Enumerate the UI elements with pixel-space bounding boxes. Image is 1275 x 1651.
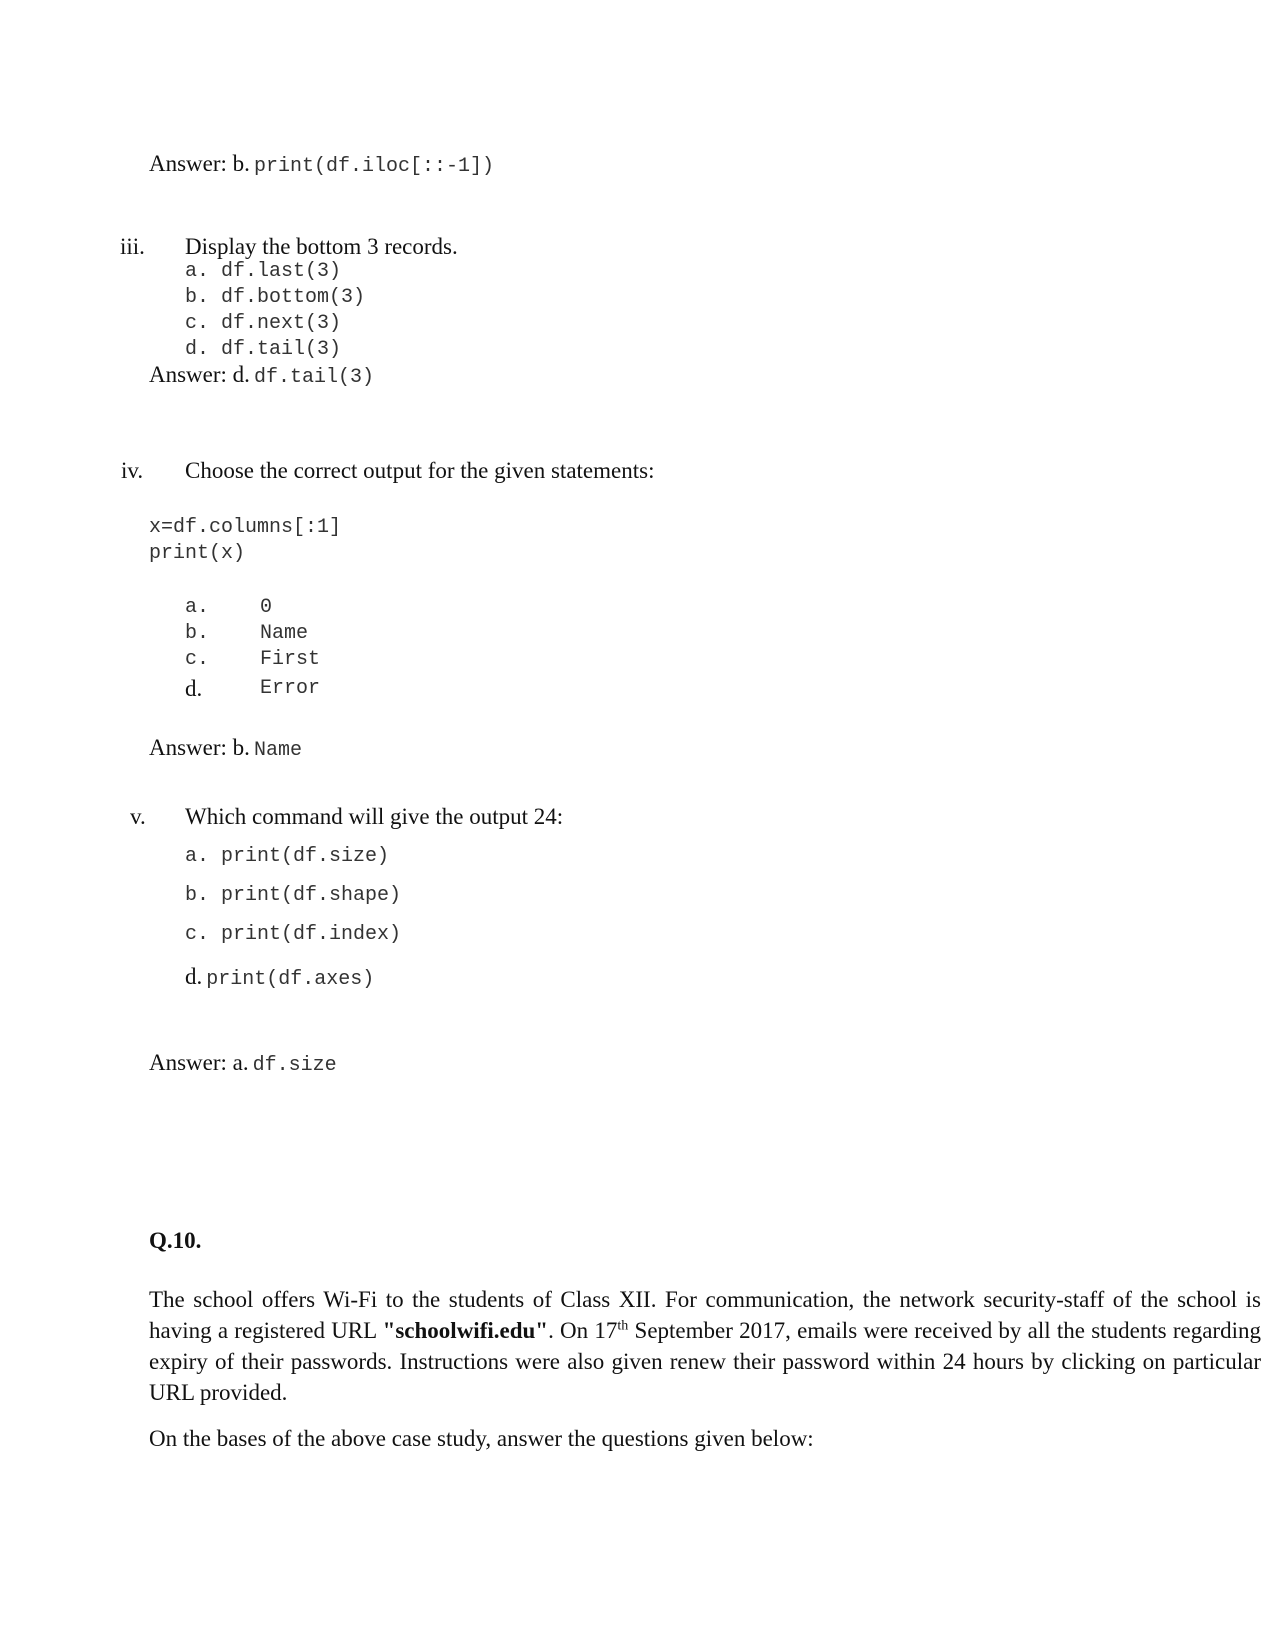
option-letter: d. [185,964,203,989]
option-letter: d. [185,676,203,701]
option-a [185,260,341,283]
option-letter: b. [185,884,210,907]
option-code: print(df.index) [221,923,402,946]
answer-iv [149,735,302,762]
answer-code: df.size [252,1054,337,1077]
ordinal-suffix: th [617,1318,629,1334]
question-prompt: Display the bottom 3 records. [185,234,458,259]
option-letter: a. [185,596,210,619]
answer-ii [149,151,494,178]
paragraph-text: September 2017, emails were received by all the students regarding expiry of their passwords. Instructions were also given renew their password within 24 hours by clicking on particular URL provided. [149,1318,1261,1405]
option-letter: c. [185,312,210,335]
case-study-paragraph [149,1284,1261,1408]
paragraph-text: The school offers Wi-Fi to the students of Class XII. For communication, the network security-staff of the school is having a registered URL [149,1287,1261,1343]
option-code: print(df.shape) [221,884,402,907]
answer-v [149,1050,337,1077]
answer-label: Answer: b. [149,735,250,760]
option-d [185,964,374,991]
question-prompt: Which command will give the output 24: [185,804,564,829]
code-line: x=df.columns[:1] [149,516,342,539]
option-letter: a. [185,845,210,868]
option-letter: d. [185,338,210,361]
option-c [185,923,401,946]
question-numeral: iii. [120,234,145,259]
question-prompt: Choose the correct output for the given statements: [185,458,655,483]
option-value: Name [260,622,309,645]
option-letter: a. [185,260,210,283]
option-value: Error [260,677,321,700]
code-line: print(x) [149,542,246,565]
option-letter: c. [185,923,210,946]
option-letter: c. [185,648,210,671]
answer-code: print(df.iloc[::-1]) [253,155,494,178]
option-letter: b. [185,622,210,645]
option-letter: b. [185,286,210,309]
registered-url: "schoolwifi.edu" [382,1318,549,1343]
answer-label: Answer: b. [149,151,250,176]
option-c [185,312,341,335]
answer-iii [149,362,374,389]
answer-label: Answer: a. [149,1050,249,1075]
option-d [185,338,341,361]
option-code: df.tail(3) [221,338,342,361]
option-value: 0 [260,596,273,619]
paragraph-text: . On 17 [548,1318,618,1343]
question-numeral: v. [130,804,146,829]
option-code: df.last(3) [221,260,342,283]
option-value: First [260,648,321,671]
option-a [185,845,389,868]
option-b [185,884,401,907]
answer-label: Answer: d. [149,362,250,387]
answer-code: Name [253,739,302,762]
option-b [185,286,365,309]
question-numeral: iv. [121,458,144,483]
option-code: df.next(3) [221,312,342,335]
option-code: print(df.size) [221,845,390,868]
instruction-paragraph: On the bases of the above case study, answer the questions given below: [149,1426,814,1451]
option-code: print(df.axes) [206,968,375,991]
question-heading: Q.10. [149,1228,202,1253]
option-code: df.bottom(3) [221,286,366,309]
answer-code: df.tail(3) [253,366,374,389]
